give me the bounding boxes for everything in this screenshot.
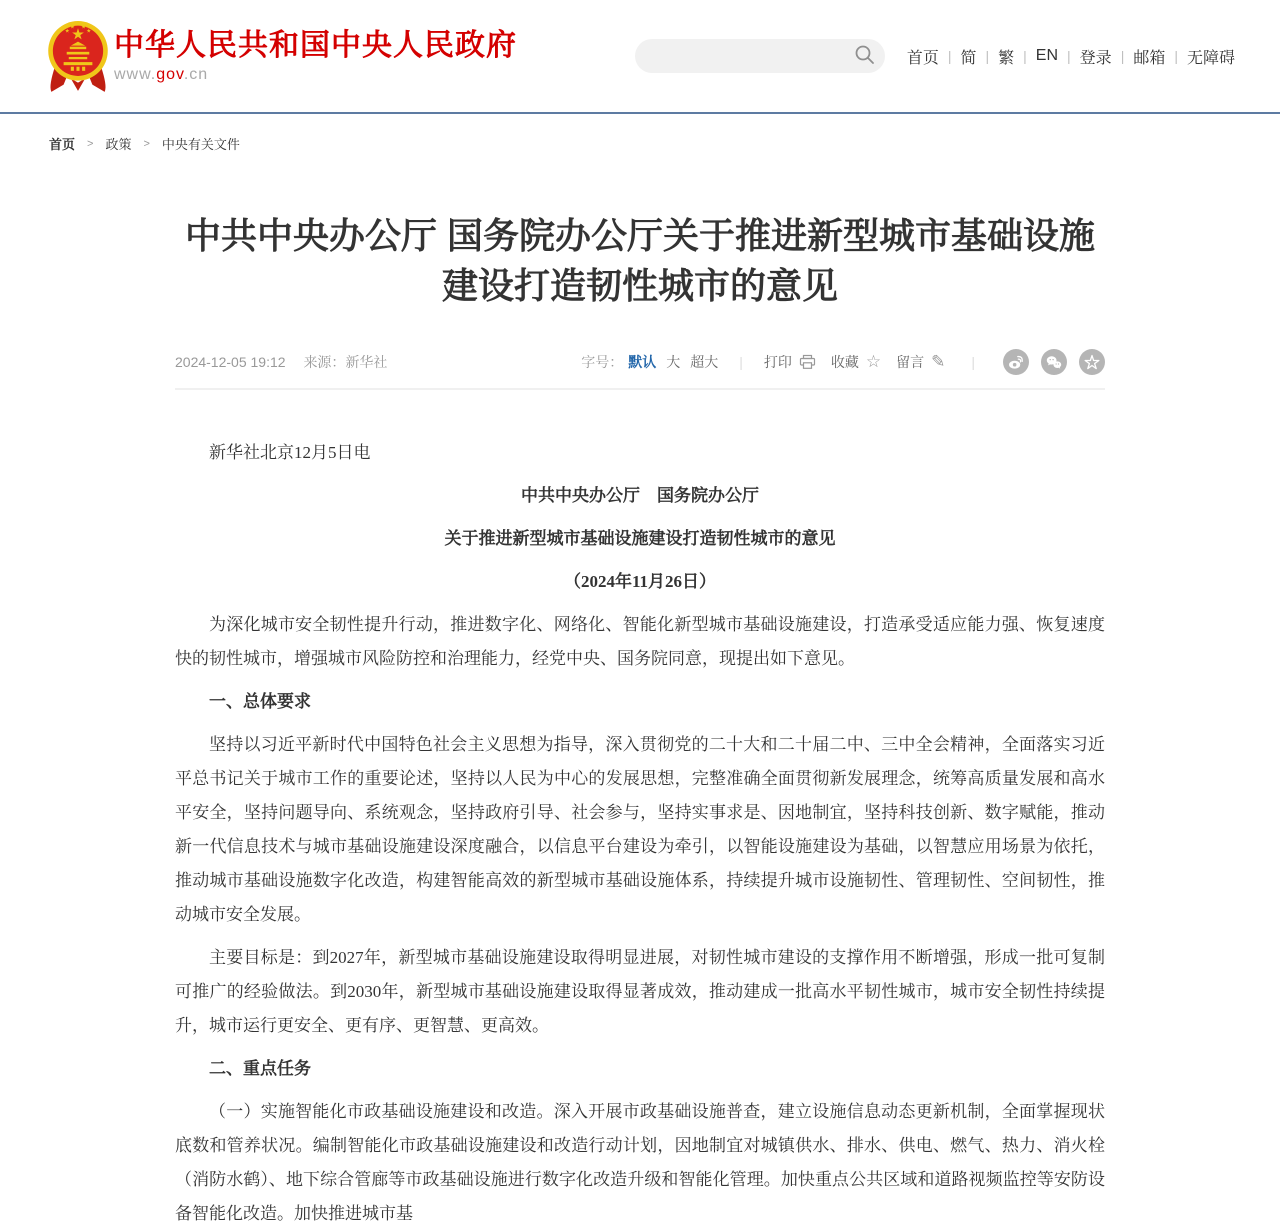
share-weibo-button[interactable]: [1003, 349, 1029, 375]
nav-simplified[interactable]: 简: [960, 49, 977, 67]
qzone-star-icon: [1083, 353, 1101, 371]
nav-separator: |: [985, 48, 990, 64]
meta-divider: [175, 388, 1105, 390]
font-size-label: 字号：: [581, 354, 624, 370]
section-heading-1: 一、总体要求: [209, 692, 311, 711]
search-input[interactable]: [635, 39, 885, 73]
breadcrumb-policy[interactable]: 政策: [105, 137, 132, 152]
site-title: 中华人民共和国中央人民政府: [114, 28, 517, 62]
paragraph: 主要目标是：到2027年，新型城市基础设施建设取得明显进展，对韧性城市建设的支撑作用不断增强，形成一批可复制可推广的经验做法。到2030年，新型城市基础设施建设取得显著成效，推动建成一批高水平韧性城市，城市安全韧性持续提升，城市运行更安全、更有序、更智慧、更高效。: [175, 948, 1105, 1035]
publish-datetime: 2024-12-05 19:12: [175, 354, 286, 370]
share-wechat-button[interactable]: [1041, 349, 1067, 375]
breadcrumb-home[interactable]: 首页: [49, 137, 76, 152]
nav-separator: |: [1023, 48, 1027, 64]
national-emblem-icon: [46, 19, 110, 97]
nav-login[interactable]: 登录: [1079, 49, 1112, 67]
source-name: 新华社: [345, 354, 388, 370]
source-label: 来源：: [303, 354, 346, 370]
wechat-icon: [1045, 353, 1063, 371]
breadcrumb-separator: >: [87, 137, 94, 150]
nav-accessibility[interactable]: 无障碍: [1186, 49, 1235, 67]
pencil-icon[interactable]: ✎: [931, 352, 946, 371]
paragraph: （一）实施智能化市政基础设施建设和改造。深入开展市政基础设施普查，建立设施信息动态更新机制，全面掌握现状底数和管养状况。编制智能化市政基础设施建设和改造行动计划，因地制宜对城镇供水、排水、供电、燃气、热力、消火栓（消防水鹤）、地下综合管廊等市政基础设施进行数字化改造升级和智能化管理。加快重点公共区域和道路视频监控等安防设备智能化改造。加快推进城市基: [175, 1102, 1105, 1223]
toolbar-separator: |: [971, 354, 975, 370]
article-title: 中共中央办公厅 国务院办公厅关于推进新型城市基础设施建设打造韧性城市的意见: [184, 215, 1095, 306]
article-body: [175, 436, 1105, 1231]
breadcrumb: [0, 114, 1280, 153]
search-button[interactable]: [853, 44, 877, 68]
paragraph: 坚持以习近平新时代中国特色社会主义思想为指导，深入贯彻党的二十大和二十届二中、三中全会精神，全面落实习近平总书记关于城市工作的重要论述，坚持以人民为中心的发展思想，完整准确全面贯彻新发展理念，统筹高质量发展和高水平安全，坚持问题导向、系统观念，坚持政府引导、社会参与，坚持实事求是、因地制宜，坚持科技创新、数字赋能，推动新一代信息技术与城市基础设施建设深度融合，以信息平台建设为牵引，以智能设施建设为基础，以智慧应用场景为依托，推动城市基础设施数字化改造，构建智能高效的新型城市基础设施体系，持续提升城市设施韧性、管理韧性、空间韧性，推动城市安全发展。: [175, 735, 1105, 924]
nav-separator: |: [1174, 48, 1178, 64]
font-large-button[interactable]: 大: [666, 354, 681, 370]
search-icon: [854, 44, 876, 66]
doc-title-issuers: 中共中央办公厅 国务院办公厅: [521, 486, 759, 505]
comment-button[interactable]: 留言: [896, 354, 925, 370]
article-meta: [175, 352, 387, 372]
top-nav: [907, 45, 1235, 68]
toolbar-separator: |: [739, 354, 743, 370]
article: [175, 211, 1105, 1231]
breadcrumb-central-documents[interactable]: 中央有关文件: [161, 137, 240, 152]
nav-english[interactable]: EN: [1035, 47, 1059, 64]
url-cn: .cn: [183, 65, 209, 83]
url-www: www.: [114, 65, 157, 83]
favorite-button[interactable]: 收藏: [830, 354, 859, 370]
doc-title-subject: 关于推进新型城市基础设施建设打造韧性城市的意见: [444, 529, 836, 548]
dateline: 新华社北京12月5日电: [209, 443, 371, 462]
paragraph: 为深化城市安全韧性提升行动，推进数字化、网络化、智能化新型城市基础设施建设，打造承受适应能力强、恢复速度快的韧性城市，增强城市风险防控和治理能力，经党中央、国务院同意，现提出如下意见。: [175, 615, 1105, 668]
url-gov: gov: [156, 65, 184, 83]
nav-traditional[interactable]: 繁: [998, 49, 1015, 67]
search-box: [635, 39, 885, 73]
nav-separator: |: [947, 48, 952, 64]
logo-text: [114, 29, 517, 84]
site-logo[interactable]: [46, 15, 517, 97]
weibo-icon: [1007, 353, 1025, 371]
article-toolbar: [581, 349, 1105, 375]
nav-separator: |: [1067, 48, 1071, 64]
font-default-button[interactable]: 默认: [628, 354, 657, 370]
nav-home[interactable]: 首页: [906, 49, 939, 67]
nav-separator: |: [1120, 48, 1125, 64]
site-header: [0, 0, 1280, 112]
font-xlarge-button[interactable]: 超大: [690, 354, 719, 370]
nav-mail[interactable]: 邮箱: [1133, 49, 1166, 67]
star-icon[interactable]: ☆: [865, 352, 882, 371]
site-url: [114, 66, 517, 84]
print-button[interactable]: 打印: [763, 354, 792, 370]
doc-date: （2024年11月26日）: [563, 572, 717, 591]
printer-icon[interactable]: [799, 354, 816, 370]
section-heading-2: 二、重点任务: [209, 1059, 311, 1078]
breadcrumb-separator: >: [143, 137, 150, 150]
share-qzone-button[interactable]: [1079, 349, 1105, 375]
